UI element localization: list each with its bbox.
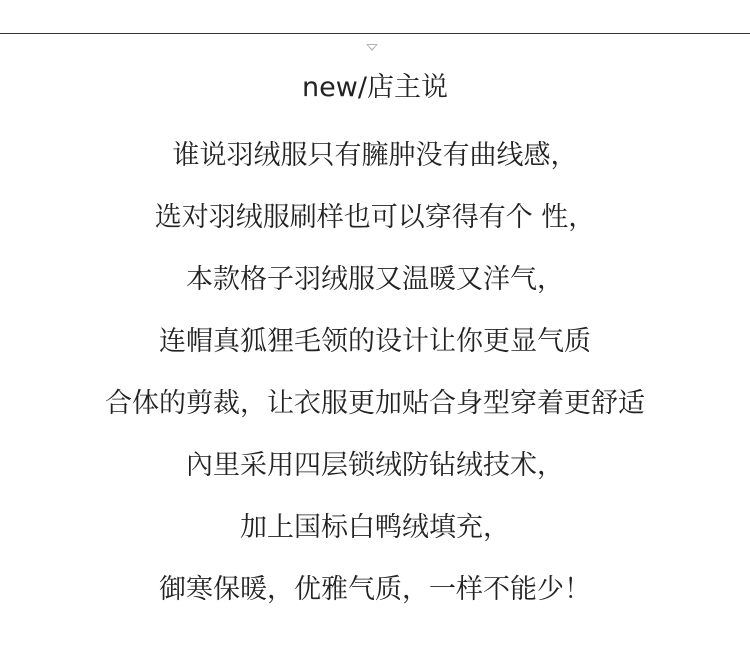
description-line: 连帽真狐狸毛领的设计让你更显气质 (159, 326, 591, 357)
description-line: 谁说羽绒服只有臃肿没有曲线感， (172, 140, 578, 171)
description-line: 御寒保暖，优雅气质，一样不能少！ (159, 574, 591, 605)
description-line: 本款格子羽绒服又温暖又洋气， (186, 264, 564, 295)
description-line: 加上国标白鸭绒填充， (240, 512, 510, 543)
description-text-block (0, 134, 750, 630)
triangle-marker-icon (366, 44, 378, 51)
description-line: 合体的剪裁，让衣服更加贴合身型穿着更舒适 (105, 388, 645, 419)
description-line: 选对羽绒服刷样也可以穿得有个 性， (154, 202, 596, 233)
section-heading: new/店主说 (302, 72, 448, 103)
description-line: 內里采用四层锁绒防钻绒技术， (186, 450, 564, 481)
top-divider (0, 33, 750, 34)
